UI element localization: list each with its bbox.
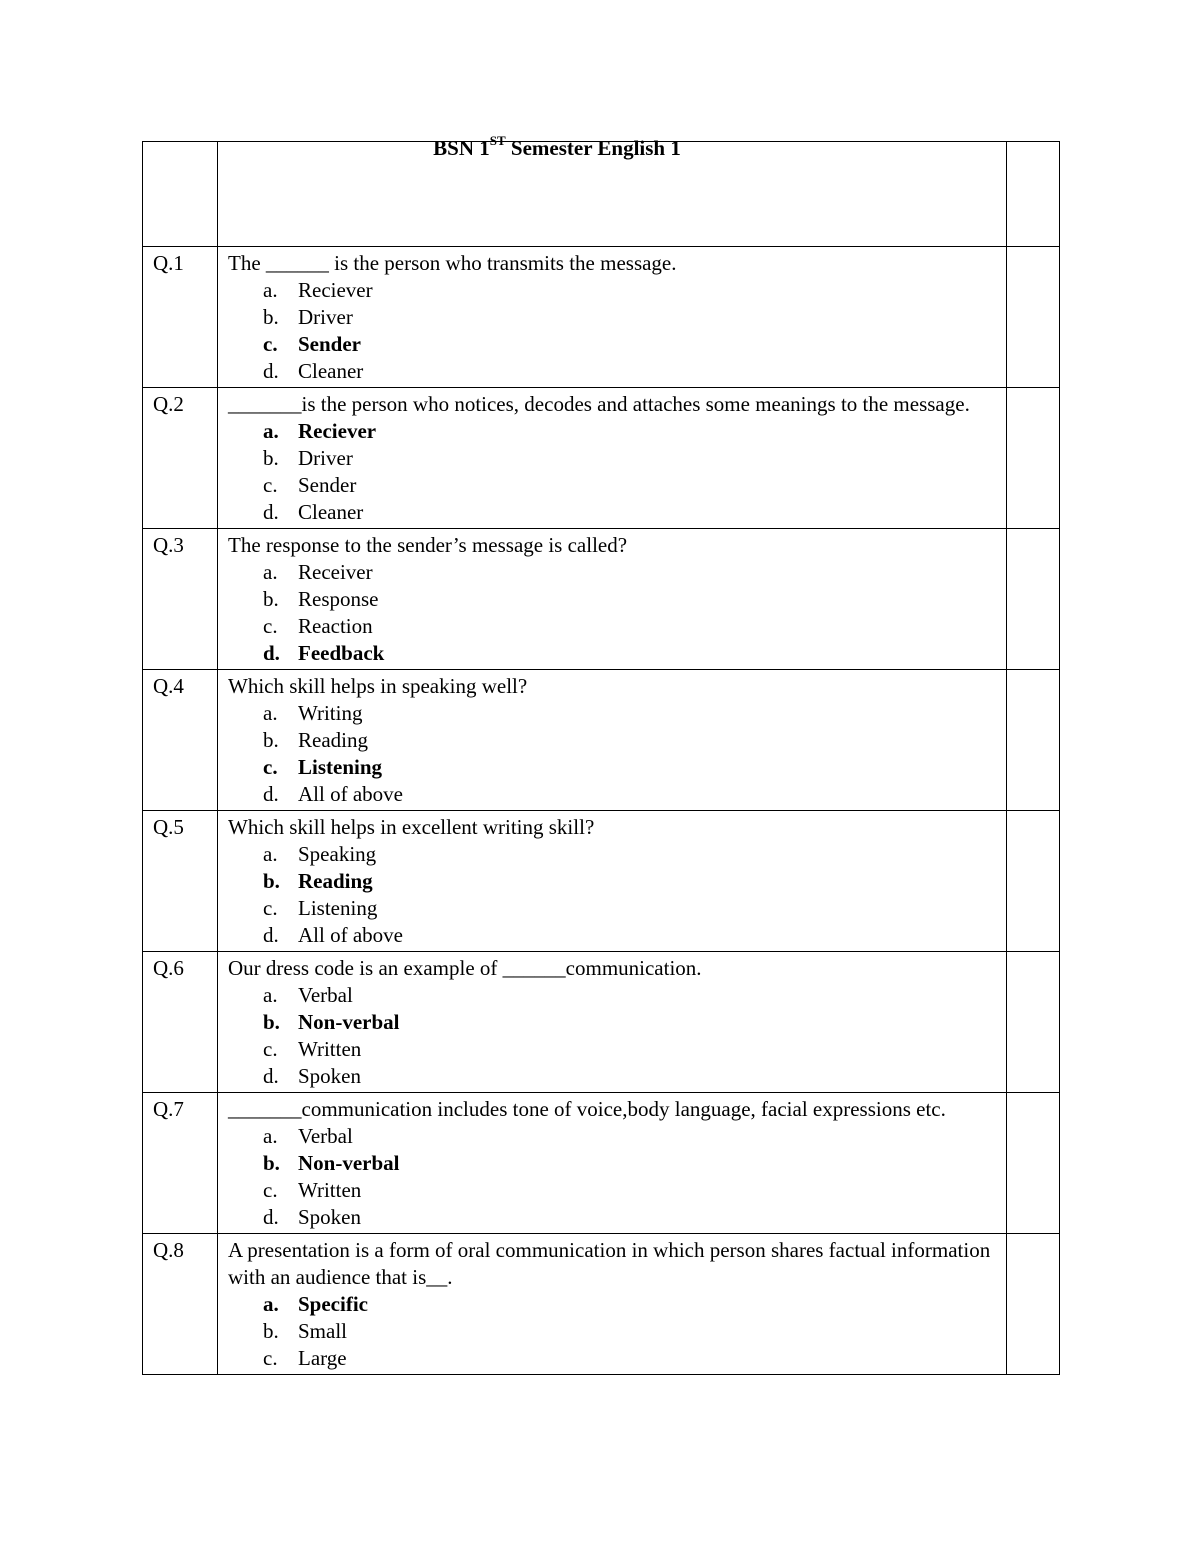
option-item-correct	[228, 1291, 998, 1318]
option-letter: b.	[263, 305, 279, 329]
option-letter: c.	[263, 473, 278, 497]
option-letter: a.	[263, 1124, 278, 1148]
option-list	[228, 841, 998, 949]
option-letter: a.	[263, 701, 278, 725]
option-letter: d.	[263, 923, 279, 947]
option-letter: c.	[263, 332, 278, 356]
option-text: Receiver	[298, 560, 373, 584]
question-row	[143, 1093, 1060, 1234]
question-text: _______is the person who notices, decodes and attaches some meanings to the message.	[228, 392, 970, 416]
question-side-cell	[1007, 811, 1060, 952]
option-letter: a.	[263, 1292, 279, 1316]
question-number: Q.3	[143, 529, 218, 670]
question-text: Our dress code is an example of ______communication.	[228, 956, 702, 980]
option-item-correct	[228, 640, 998, 667]
option-text: Verbal	[298, 983, 353, 1007]
option-text: Sender	[298, 332, 361, 356]
question-text: Which skill helps in excellent writing skill?	[228, 815, 595, 839]
option-item	[228, 841, 998, 868]
option-item	[228, 445, 998, 472]
option-letter: a.	[263, 842, 278, 866]
question-body	[218, 1093, 1007, 1234]
option-text: Cleaner	[298, 359, 364, 383]
option-item-correct	[228, 1150, 998, 1177]
option-letter: d.	[263, 641, 280, 665]
option-letter: c.	[263, 1178, 278, 1202]
question-side-cell	[1007, 247, 1060, 388]
title-row-num-cell	[143, 142, 218, 247]
option-item	[228, 277, 998, 304]
option-item	[228, 922, 998, 949]
option-text: Large	[298, 1346, 347, 1370]
option-letter: b.	[263, 587, 279, 611]
option-item-correct	[228, 331, 998, 358]
option-text: All of above	[298, 782, 403, 806]
question-number: Q.2	[143, 388, 218, 529]
question-row	[143, 670, 1060, 811]
option-text: Driver	[298, 305, 353, 329]
question-number: Q.5	[143, 811, 218, 952]
option-letter: d.	[263, 782, 279, 806]
option-item	[228, 700, 998, 727]
question-row	[143, 811, 1060, 952]
option-text: Written	[298, 1037, 362, 1061]
question-body	[218, 388, 1007, 529]
option-text: Driver	[298, 446, 353, 470]
option-text: Writing	[298, 701, 363, 725]
title-rest: Semester English 1	[505, 136, 681, 160]
question-side-cell	[1007, 1093, 1060, 1234]
title-main: BSN 1	[433, 136, 490, 160]
document-title	[433, 135, 681, 161]
title-row-side-cell	[1007, 142, 1060, 247]
option-text: Listening	[298, 755, 383, 779]
question-number: Q.7	[143, 1093, 218, 1234]
option-item	[228, 1177, 998, 1204]
option-letter: d.	[263, 1064, 279, 1088]
option-item	[228, 895, 998, 922]
question-text: A presentation is a form of oral communication in which person shares factual information with an audience that is__.	[228, 1238, 991, 1289]
option-item	[228, 499, 998, 526]
option-text: Specific	[298, 1292, 368, 1316]
option-text: Small	[298, 1319, 348, 1343]
option-letter: b.	[263, 1319, 279, 1343]
option-text: Reciever	[298, 419, 377, 443]
option-text: Verbal	[298, 1124, 353, 1148]
option-letter: d.	[263, 359, 279, 383]
question-number: Q.6	[143, 952, 218, 1093]
option-text: Listening	[298, 896, 378, 920]
option-list	[228, 1291, 998, 1372]
option-item	[228, 1204, 998, 1231]
question-number: Q.8	[143, 1234, 218, 1375]
option-letter: d.	[263, 1205, 279, 1229]
option-text: Non-verbal	[298, 1151, 400, 1175]
option-item-correct	[228, 868, 998, 895]
question-text: The response to the sender’s message is called?	[228, 533, 628, 557]
option-item	[228, 1123, 998, 1150]
option-text: Written	[298, 1178, 362, 1202]
option-item	[228, 1318, 998, 1345]
option-letter: c.	[263, 614, 278, 638]
title-row	[143, 142, 1060, 247]
option-letter: b.	[263, 1151, 280, 1175]
question-side-cell	[1007, 670, 1060, 811]
question-text: The ______ is the person who transmits the message.	[228, 251, 677, 275]
option-list	[228, 1123, 998, 1231]
option-letter: b.	[263, 728, 279, 752]
question-row	[143, 1234, 1060, 1375]
option-text: Cleaner	[298, 500, 364, 524]
question-row	[143, 952, 1060, 1093]
question-row	[143, 247, 1060, 388]
option-item-correct	[228, 754, 998, 781]
option-item	[228, 358, 998, 385]
option-letter: d.	[263, 500, 279, 524]
option-item	[228, 559, 998, 586]
question-number: Q.1	[143, 247, 218, 388]
option-letter: b.	[263, 1010, 280, 1034]
option-list	[228, 700, 998, 808]
option-item	[228, 1036, 998, 1063]
option-item	[228, 304, 998, 331]
option-item-correct	[228, 418, 998, 445]
question-side-cell	[1007, 1234, 1060, 1375]
option-letter: c.	[263, 896, 278, 920]
option-item	[228, 472, 998, 499]
question-text: Which skill helps in speaking well?	[228, 674, 528, 698]
option-text: Reading	[298, 869, 373, 893]
question-body	[218, 529, 1007, 670]
option-letter: c.	[263, 1037, 278, 1061]
option-text: Response	[298, 587, 379, 611]
option-text: Reaction	[298, 614, 373, 638]
question-table	[142, 133, 1060, 1375]
option-letter: a.	[263, 983, 278, 1007]
question-text: _______communication includes tone of voice,body language, facial expressions etc.	[228, 1097, 946, 1121]
option-letter: b.	[263, 446, 279, 470]
option-letter: a.	[263, 278, 278, 302]
option-text: Sender	[298, 473, 357, 497]
option-item	[228, 1063, 998, 1090]
option-letter: a.	[263, 419, 279, 443]
option-text: Spoken	[298, 1064, 361, 1088]
title-cell	[218, 133, 1007, 247]
option-item	[228, 781, 998, 808]
question-side-cell	[1007, 529, 1060, 670]
option-list	[228, 559, 998, 667]
question-body	[218, 1234, 1007, 1375]
question-body	[218, 247, 1007, 388]
option-item	[228, 613, 998, 640]
option-text: Speaking	[298, 842, 377, 866]
option-item	[228, 1345, 998, 1372]
option-text: Reading	[298, 728, 368, 752]
option-item	[228, 727, 998, 754]
option-text: Reciever	[298, 278, 373, 302]
option-text: All of above	[298, 923, 403, 947]
question-body	[218, 670, 1007, 811]
question-body	[218, 952, 1007, 1093]
option-letter: c.	[263, 1346, 278, 1370]
title-superscript: ST	[489, 133, 506, 148]
question-side-cell	[1007, 388, 1060, 529]
option-list	[228, 277, 998, 385]
option-item-correct	[228, 1009, 998, 1036]
option-list	[228, 418, 998, 526]
option-text: Feedback	[298, 641, 385, 665]
option-letter: c.	[263, 755, 278, 779]
question-row	[143, 388, 1060, 529]
option-item	[228, 982, 998, 1009]
option-letter: b.	[263, 869, 280, 893]
question-side-cell	[1007, 952, 1060, 1093]
option-text: Non-verbal	[298, 1010, 400, 1034]
option-letter: a.	[263, 560, 278, 584]
option-list	[228, 982, 998, 1090]
option-text: Spoken	[298, 1205, 361, 1229]
question-row	[143, 529, 1060, 670]
option-item	[228, 586, 998, 613]
question-number: Q.4	[143, 670, 218, 811]
question-body	[218, 811, 1007, 952]
